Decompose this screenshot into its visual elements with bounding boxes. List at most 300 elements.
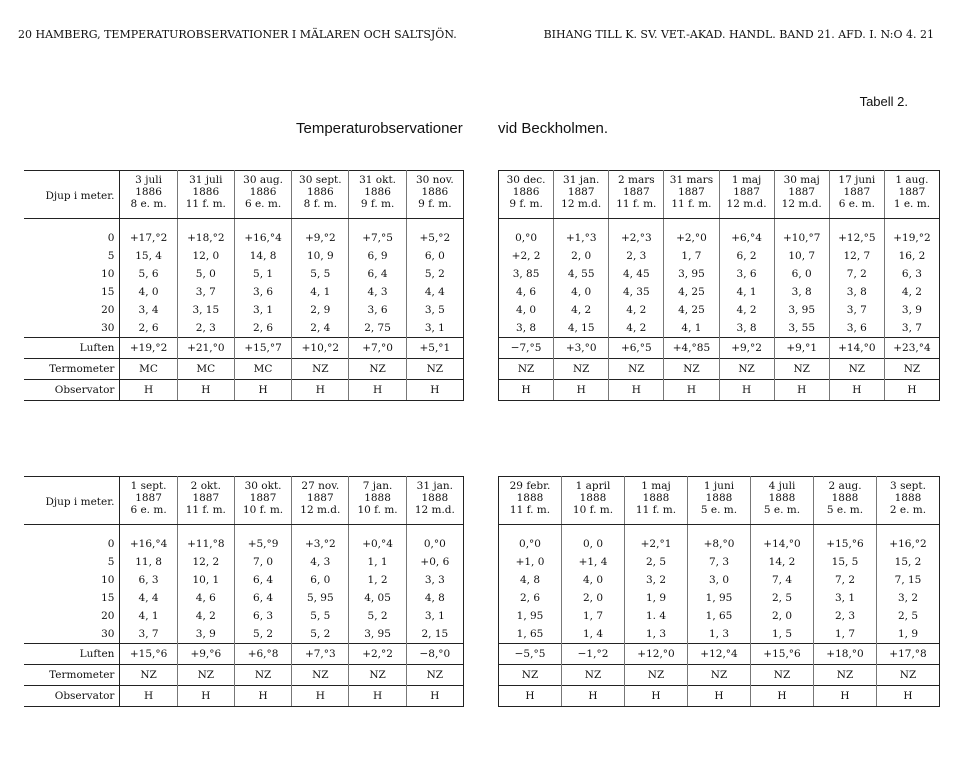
header-line: 31 mars	[669, 174, 714, 186]
temperature-cell: 3, 6	[829, 319, 884, 338]
temperature-cell: 3, 2	[625, 571, 688, 589]
air-row	[499, 644, 940, 665]
header-line: 1888	[831, 492, 859, 504]
header-line: 1 april	[575, 480, 611, 492]
temperature-cell: 2, 75	[349, 319, 406, 338]
depth-label: 30	[24, 625, 120, 644]
spacer	[814, 525, 877, 536]
temperature-cell: 1, 3	[688, 625, 751, 644]
temperature-cell: 15, 5	[814, 553, 877, 571]
air-temperature-cell: +15,°6	[120, 644, 177, 665]
temperature-cell: +1, 0	[515, 556, 545, 568]
column-header-date	[625, 477, 688, 525]
temperature-cell: 5, 5	[292, 607, 349, 625]
observer-cell: H	[554, 380, 609, 401]
table-row	[24, 301, 464, 319]
spacer	[349, 219, 406, 230]
temperature-cell: 3, 4	[120, 301, 177, 319]
observer-cell: H	[829, 380, 884, 401]
thermometer-cell: NZ	[625, 665, 688, 686]
temperature-cell: 4, 45	[609, 265, 664, 283]
header-line: 31 jan.	[416, 480, 453, 492]
header-line: 11 f. m.	[616, 198, 657, 210]
header-line: 1886	[421, 186, 449, 198]
air-temperature-cell: +17,°8	[877, 644, 940, 665]
temperature-cell: 3, 6	[719, 265, 774, 283]
observer-cell: H	[120, 380, 177, 401]
temperature-cell: +0,°4	[349, 535, 406, 553]
temperature-cell: 6, 4	[234, 571, 291, 589]
temperature-cell: 3, 9	[177, 625, 234, 644]
header-line: 30 okt.	[244, 480, 282, 492]
header-line: 31 okt.	[359, 174, 397, 186]
spacer	[292, 525, 349, 536]
column-header-date	[884, 171, 939, 219]
header-line: 1888	[642, 492, 670, 504]
temperature-cell: 4, 0	[554, 283, 609, 301]
temperature-cell: 0,°0	[519, 538, 541, 550]
temperature-cell: 6, 3	[884, 265, 939, 283]
temperature-cell: 4, 1	[292, 283, 349, 301]
air-temperature-cell: +12,°0	[625, 644, 688, 665]
temperature-cell: 4, 2	[884, 283, 939, 301]
header-line: 1888	[421, 492, 449, 504]
spacer	[562, 525, 625, 536]
header-line: 9 f. m.	[360, 198, 395, 210]
temperature-cell: 2, 5	[625, 553, 688, 571]
temperature-cell: 12, 0	[177, 247, 234, 265]
temperature-cell: 3, 7	[884, 319, 939, 338]
temperature-cell: 6, 0	[774, 265, 829, 283]
header-line: 7 jan.	[362, 480, 393, 492]
column-header-date	[774, 171, 829, 219]
header-line: 1887	[135, 492, 162, 504]
air-temperature-cell: −1,°2	[562, 644, 625, 665]
header-line: 1 aug.	[895, 174, 929, 186]
thermometer-cell: NZ	[499, 359, 554, 380]
header-line: 3 sept.	[890, 480, 926, 492]
temperature-cell: +15,°6	[814, 535, 877, 553]
header-line: 1887	[788, 186, 816, 198]
header-line: 1888	[516, 492, 544, 504]
header-line: 6 e. m.	[838, 198, 875, 210]
header-line: 12 m.d.	[300, 504, 341, 516]
temperature-cell: 12, 2	[177, 553, 234, 571]
header-line: 30 aug.	[243, 174, 283, 186]
thermometer-cell: MC	[120, 359, 177, 380]
temperature-cell: 1, 95	[516, 610, 544, 622]
observation-table-top-right	[498, 170, 940, 401]
air-temperature-cell: +10,°2	[292, 338, 349, 359]
temperature-cell: 4, 35	[609, 283, 664, 301]
header-line: 1 e. m.	[893, 198, 931, 210]
temperature-cell: 3, 95	[349, 625, 406, 644]
temperature-cell: 11, 8	[120, 553, 177, 571]
table-title-left: Temperaturobservationer	[296, 120, 463, 137]
temperature-cell: 2, 0	[751, 607, 814, 625]
thermometer-cell: NZ	[688, 665, 751, 686]
header-row	[499, 477, 940, 525]
air-temperature-cell: +19,°2	[120, 338, 177, 359]
table-row	[499, 625, 940, 644]
observer-cell: H	[877, 686, 940, 707]
header-line: 1886	[135, 186, 162, 198]
depth-label: 5	[24, 553, 120, 571]
header-line: 1887	[622, 186, 650, 198]
temperature-cell: 4, 6	[516, 286, 537, 298]
header-line: 11 f. m.	[671, 198, 712, 210]
table-row	[24, 553, 464, 571]
observer-cell: H	[719, 380, 774, 401]
spacer	[406, 525, 463, 536]
header-line: 2 okt.	[190, 480, 221, 492]
header-line: 17 juni	[838, 174, 876, 186]
header-line: 31 jan.	[563, 174, 600, 186]
temperature-cell: 5, 2	[234, 625, 291, 644]
thermometer-cell: NZ	[349, 359, 406, 380]
temperature-cell: 3, 2	[877, 589, 940, 607]
temperature-cell: +2,°0	[664, 229, 719, 247]
temperature-cell: +5,°2	[406, 229, 463, 247]
row-label-observer: Observator	[24, 686, 120, 707]
spacer	[292, 219, 349, 230]
observer-row	[24, 686, 464, 707]
thermometer-cell: NZ	[829, 359, 884, 380]
thermometer-cell: NZ	[292, 665, 349, 686]
spacer-row	[499, 219, 940, 230]
temperature-cell: 14, 8	[234, 247, 291, 265]
observer-cell: H	[349, 380, 406, 401]
temperature-cell: 3, 7	[120, 625, 177, 644]
table-row	[24, 535, 464, 553]
header-line: 30 sept.	[299, 174, 342, 186]
table-row	[24, 265, 464, 283]
spacer	[24, 525, 120, 536]
temperature-cell: 1, 1	[349, 553, 406, 571]
temperature-cell: 4, 0	[562, 571, 625, 589]
air-row	[24, 644, 464, 665]
thermometer-cell: NZ	[751, 665, 814, 686]
temperature-cell: 7, 0	[234, 553, 291, 571]
temperature-cell: 4, 2	[719, 301, 774, 319]
observer-cell: H	[814, 686, 877, 707]
thermometer-cell: NZ	[406, 665, 463, 686]
temperature-cell: 3, 7	[177, 283, 234, 301]
temperature-cell: 10, 7	[774, 247, 829, 265]
temperature-cell: 4, 3	[349, 283, 406, 301]
thermometer-row	[499, 665, 940, 686]
temperature-cell: 15, 4	[120, 247, 177, 265]
air-temperature-cell: +9,°1	[774, 338, 829, 359]
header-line: 1 sept.	[130, 480, 167, 492]
spacer-row	[499, 525, 940, 536]
temperature-cell: 2, 15	[406, 625, 463, 644]
table-row	[24, 229, 464, 247]
temperature-cell: +14,°0	[751, 535, 814, 553]
table-row	[499, 571, 940, 589]
header-line: 10 f. m.	[572, 504, 614, 516]
table-row	[499, 265, 940, 283]
temperature-cell: 3, 8	[516, 322, 537, 334]
temperature-cell: 1, 7	[814, 625, 877, 644]
column-header-date	[829, 171, 884, 219]
header-line: 30 dec.	[506, 174, 546, 186]
spacer	[120, 525, 177, 536]
depth-label: 0	[24, 535, 120, 553]
temperature-cell: 3, 1	[814, 589, 877, 607]
temperature-cell: 3, 1	[406, 319, 463, 338]
header-line: 1887	[192, 492, 220, 504]
observer-cell: H	[349, 686, 406, 707]
column-header-date	[554, 171, 609, 219]
column-header-date	[719, 171, 774, 219]
thermometer-row	[24, 665, 464, 686]
temperature-cell: 7, 3	[688, 553, 751, 571]
temperature-cell: 1, 65	[688, 607, 751, 625]
header-line: 5 e. m.	[700, 504, 738, 516]
column-header-date	[664, 171, 719, 219]
header-line: 1886	[249, 186, 277, 198]
header-line: 1888	[579, 492, 607, 504]
temperature-cell: 2, 6	[519, 592, 541, 604]
temperature-cell: 4, 8	[519, 574, 541, 586]
header-line: 12 m.d.	[561, 198, 602, 210]
header-line: 1887	[898, 186, 926, 198]
temperature-cell: 5, 2	[292, 625, 349, 644]
header-line: 12 m.d.	[414, 504, 455, 516]
observation-table-bottom-right	[498, 476, 940, 707]
temperature-cell: +11,°8	[177, 535, 234, 553]
thermometer-cell: NZ	[562, 665, 625, 686]
table-row	[499, 553, 940, 571]
spacer	[234, 525, 291, 536]
temperature-cell: +6,°4	[719, 229, 774, 247]
header-line: 2 aug.	[828, 480, 862, 492]
temperature-cell: 1, 5	[751, 625, 814, 644]
row-label-depth: Djup i meter.	[24, 477, 120, 525]
header-line: 29 febr.	[509, 480, 551, 492]
header-line: 12 m.d.	[726, 198, 767, 210]
spacer	[499, 525, 562, 536]
header-row	[499, 171, 940, 219]
table-row	[499, 589, 940, 607]
observation-table-top-left	[24, 170, 464, 401]
temperature-cell: 6, 4	[349, 265, 406, 283]
temperature-cell: 12, 7	[829, 247, 884, 265]
temperature-cell: 5, 2	[349, 607, 406, 625]
temperature-cell: 3, 9	[884, 301, 939, 319]
temperature-cell: 6, 3	[120, 571, 177, 589]
observer-row	[499, 686, 940, 707]
header-line: 11 f. m.	[185, 198, 226, 210]
temperature-cell: 1, 3	[625, 625, 688, 644]
temperature-cell: 1, 7	[562, 607, 625, 625]
temperature-cell: 16, 2	[884, 247, 939, 265]
header-line: 1886	[192, 186, 220, 198]
column-header-date	[177, 477, 234, 525]
temperature-cell: 5, 2	[406, 265, 463, 283]
temperature-cell: +2, 2	[511, 250, 541, 262]
depth-label: 15	[24, 589, 120, 607]
table-number: Tabell 2.	[859, 94, 908, 109]
header-line: 11 f. m.	[509, 504, 551, 516]
temperature-cell: 4, 1	[719, 283, 774, 301]
depth-label: 10	[24, 571, 120, 589]
temperature-cell: 3, 0	[688, 571, 751, 589]
row-label-observer: Observator	[24, 380, 120, 401]
thermometer-row	[499, 359, 940, 380]
temperature-cell: 4, 4	[406, 283, 463, 301]
header-line: 11 f. m.	[185, 504, 226, 516]
column-header-date	[234, 477, 291, 525]
spacer	[554, 219, 609, 230]
temperature-cell: +18,°2	[177, 229, 234, 247]
observer-cell: H	[562, 686, 625, 707]
column-header-date	[406, 171, 463, 219]
header-line: 9 f. m.	[418, 198, 452, 210]
temperature-cell: 1, 65	[516, 628, 544, 640]
spacer	[24, 219, 120, 230]
temperature-cell: 1, 95	[688, 589, 751, 607]
depth-label: 5	[24, 247, 120, 265]
temperature-cell: 4, 25	[664, 301, 719, 319]
spacer	[884, 219, 939, 230]
temperature-cell: +7,°5	[349, 229, 406, 247]
column-header-date	[292, 171, 349, 219]
temperature-cell: 4, 6	[177, 589, 234, 607]
header-line: 1887	[733, 186, 760, 198]
depth-label: 15	[24, 283, 120, 301]
temperature-cell: 3, 6	[349, 301, 406, 319]
temperature-cell: 7, 2	[814, 571, 877, 589]
spacer	[625, 525, 688, 536]
row-label-air: Luften	[24, 338, 120, 359]
temperature-cell: +2,°1	[625, 535, 688, 553]
header-line: 2 e. m.	[889, 504, 927, 516]
row-label-air: Luften	[24, 644, 120, 665]
table-row	[499, 247, 940, 265]
depth-label: 20	[24, 301, 120, 319]
header-line: 1888	[705, 492, 733, 504]
temperature-cell: 3, 8	[774, 283, 829, 301]
observer-cell: H	[406, 380, 463, 401]
header-line: 1888	[768, 492, 796, 504]
temperature-cell: +9,°2	[292, 229, 349, 247]
air-temperature-cell: +7,°0	[349, 338, 406, 359]
temperature-cell: 2, 0	[562, 589, 625, 607]
spacer	[719, 219, 774, 230]
observer-cell: H	[625, 686, 688, 707]
temperature-cell: 6, 0	[292, 571, 349, 589]
air-temperature-cell: +2,°2	[349, 644, 406, 665]
temperature-cell: 6, 9	[349, 247, 406, 265]
column-header-date	[120, 477, 177, 525]
temperature-cell: +16,°4	[120, 535, 177, 553]
observer-cell: H	[292, 686, 349, 707]
thermometer-cell: NZ	[499, 665, 562, 686]
observer-row	[499, 380, 940, 401]
depth-label: 30	[24, 319, 120, 338]
air-temperature-cell: +12,°4	[688, 644, 751, 665]
air-row	[24, 338, 464, 359]
air-row	[499, 338, 940, 359]
temperature-cell: 4, 25	[664, 283, 719, 301]
temperature-cell: 4, 8	[406, 589, 463, 607]
running-header-left: 20 HAMBERG, TEMPERATUROBSERVATIONER I MÄLAREN OCH SALTSJÖN.	[18, 28, 457, 41]
spacer	[406, 219, 463, 230]
spacer	[664, 219, 719, 230]
temperature-cell: 5, 0	[177, 265, 234, 283]
column-header-date	[499, 171, 554, 219]
header-line: 4 juli	[768, 480, 796, 492]
temperature-cell: +17,°2	[120, 229, 177, 247]
thermometer-cell: MC	[177, 359, 234, 380]
header-line: 6 e. m.	[130, 504, 167, 516]
air-temperature-cell: +9,°2	[719, 338, 774, 359]
table-row	[499, 301, 940, 319]
table-row	[24, 625, 464, 644]
header-line: 1 juni	[703, 480, 735, 492]
header-line: 1886	[306, 186, 334, 198]
temperature-cell: 0,°0	[515, 232, 538, 244]
header-line: 1887	[843, 186, 871, 198]
table-row	[24, 247, 464, 265]
temperature-cell: 6, 2	[719, 247, 774, 265]
header-row	[24, 477, 464, 525]
row-label-thermometer: Termometer	[24, 359, 120, 380]
spacer	[609, 219, 664, 230]
observer-cell: H	[884, 380, 939, 401]
temperature-cell: +8,°0	[688, 535, 751, 553]
temperature-cell: 15, 2	[877, 553, 940, 571]
column-header-date	[499, 477, 562, 525]
air-temperature-cell: +6,°5	[609, 338, 664, 359]
header-line: 30 maj	[783, 174, 820, 186]
air-temperature-cell: −7,°5	[499, 338, 554, 359]
air-temperature-cell: +7,°3	[292, 644, 349, 665]
air-temperature-cell: +9,°6	[177, 644, 234, 665]
table-row	[499, 607, 940, 625]
column-header-date	[751, 477, 814, 525]
temperature-cell: 2, 6	[234, 319, 291, 338]
temperature-cell: 4, 15	[554, 319, 609, 338]
temperature-cell: +16,°4	[234, 229, 291, 247]
temperature-cell: 4, 2	[609, 319, 664, 338]
observer-cell: H	[120, 686, 177, 707]
air-temperature-cell: +18,°0	[814, 644, 877, 665]
air-temperature-cell: +3,°0	[554, 338, 609, 359]
observer-cell: H	[177, 686, 234, 707]
thermometer-cell: NZ	[609, 359, 664, 380]
column-header-date	[688, 477, 751, 525]
air-temperature-cell: −8,°0	[406, 644, 463, 665]
temperature-cell: 3, 1	[234, 301, 291, 319]
observer-cell: H	[499, 380, 554, 401]
temperature-cell: 4, 2	[609, 301, 664, 319]
temperature-cell: 3, 8	[719, 319, 774, 338]
temperature-cell: +5,°9	[234, 535, 291, 553]
temperature-cell: 5, 5	[292, 265, 349, 283]
column-header-date	[120, 171, 177, 219]
temperature-cell: 10, 9	[292, 247, 349, 265]
spacer	[349, 525, 406, 536]
table-row	[24, 319, 464, 338]
temperature-cell: 2, 0	[554, 247, 609, 265]
observer-cell: H	[688, 686, 751, 707]
temperature-cell: 4, 3	[292, 553, 349, 571]
header-line: 10 f. m.	[242, 504, 284, 516]
temperature-cell: 3, 95	[664, 265, 719, 283]
